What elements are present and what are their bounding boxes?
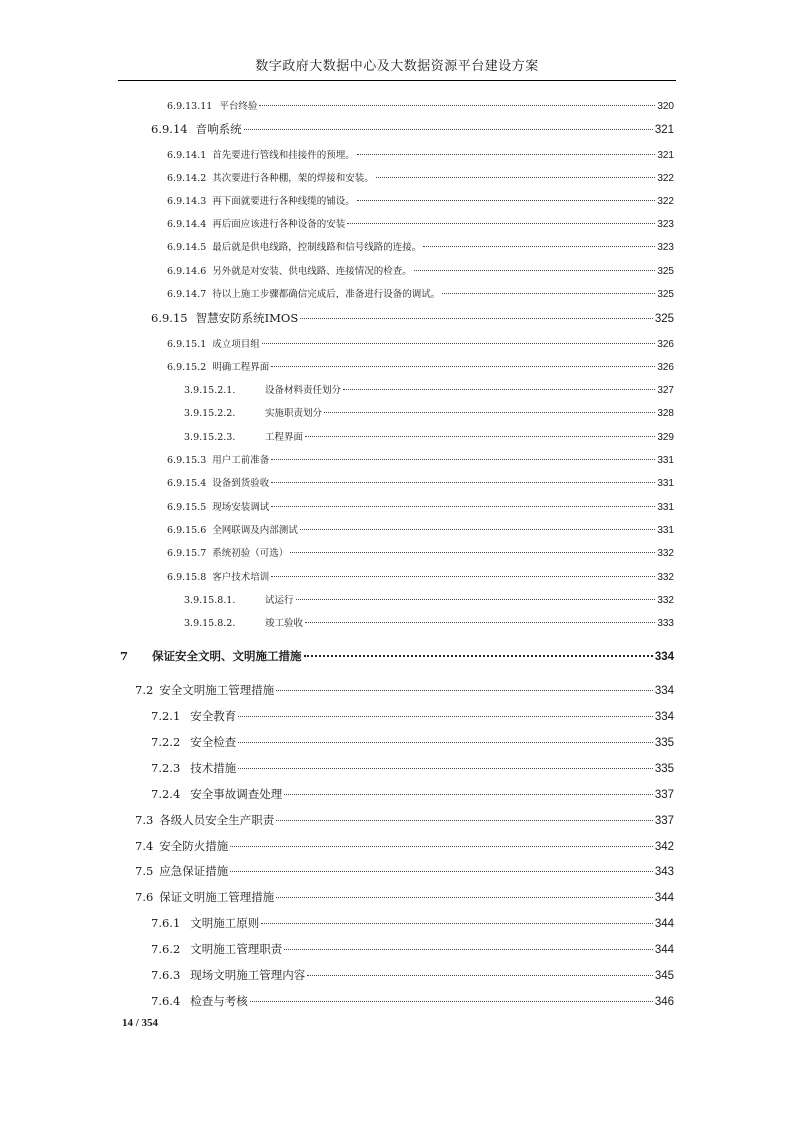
toc-entry-page: 325 [657,266,674,277]
toc-entry-title: 工程界面 [265,432,304,443]
toc-entry[interactable] [184,592,674,606]
toc-entry-number: 6.9.14.5 [167,242,207,253]
dot-leader [284,794,653,795]
dot-leader [271,459,655,460]
dot-leader [300,529,656,530]
toc-entry-page: 332 [657,572,674,583]
toc-entry-page: 328 [657,408,674,419]
toc-entry-number: 6.9.15.5 [167,502,207,513]
dot-leader [304,655,653,657]
toc-entry-title: 再后面应该进行各种设备的安装 [212,219,346,230]
toc-entry-title: 现场文明施工管理内容 [190,968,306,982]
toc-entry-page: 342 [654,841,674,853]
toc-entry-title: 检查与考核 [190,994,248,1008]
toc-entry-number: 7.2.1 [151,709,181,723]
toc-entry-title: 保证文明施工管理措施 [159,890,275,904]
toc-entry-title: 保证安全文明、文明施工措施 [152,649,302,663]
toc-entry-number: 6.9.14.1 [167,150,207,161]
toc-entry-page: 321 [654,124,674,136]
dot-leader [238,768,653,769]
dot-leader [305,622,655,623]
toc-entry-page: 334 [654,711,674,723]
toc-entry-page: 326 [657,362,674,373]
toc-entry-title: 设备材料责任划分 [265,385,342,396]
toc-entry[interactable] [167,452,674,466]
toc-entry-title: 竣工验收 [265,618,304,629]
dot-leader [324,412,655,413]
toc-entry-title: 成立项目组 [212,339,260,350]
toc-entry-title: 应急保证措施 [159,864,229,878]
toc-entry-number: 7.4 [135,839,154,853]
toc-entry[interactable] [151,967,674,983]
toc-entry[interactable] [151,310,674,326]
toc-entry-title: 试运行 [265,595,294,606]
toc-entry-number: 6.9.15.3 [167,455,207,466]
toc-entry[interactable] [167,545,674,559]
toc-entry[interactable] [167,170,674,184]
toc-entry-number: 6.9.14.6 [167,266,207,277]
toc-entry-number: 7.2.2 [151,735,181,749]
toc-entry-page: 322 [657,173,674,184]
dot-leader [442,293,655,294]
toc-entry-title: 安全事故调查处理 [190,787,283,801]
toc-entry-number: 3.9.15.2.1. [184,385,236,396]
toc-entry-page: 325 [654,313,674,325]
toc-entry-number: 6.9.15 [151,311,188,325]
toc-entry-title: 其次要进行各种棚，架的焊接和安装。 [212,173,374,184]
toc-entry-page: 331 [657,525,674,536]
toc-entry-page: 344 [654,892,674,904]
toc-entry-title: 智慧安防系统IMOS [195,311,299,325]
toc-entry-number: 6.9.14.3 [167,196,207,207]
toc-entry-number: 7.2.3 [151,761,181,775]
dot-leader [261,923,653,924]
toc-entry-number: 7.2.4 [151,787,181,801]
toc-entry-title: 实施职责划分 [265,408,323,419]
toc-entry[interactable] [151,708,674,724]
toc-entry[interactable] [184,382,674,396]
toc-entry-page: 343 [654,866,674,878]
toc-entry-title: 设备到货验收 [212,478,270,489]
toc-entry-number: 6.9.15.1 [167,339,207,350]
toc-entry-number: 7.6.2 [151,942,181,956]
toc-entry-number: 7.6.4 [151,994,181,1008]
dot-leader [276,897,653,898]
toc-entry-page: 320 [657,101,674,112]
toc-entry[interactable] [167,98,674,112]
toc-entry-number: 7 [120,649,129,663]
toc-entry-page: 332 [657,548,674,559]
toc-entry-number: 6.9.15.7 [167,548,207,559]
toc-entry-number: 6.9.15.6 [167,525,207,536]
dot-leader [305,436,655,437]
toc-entry-title: 平台终验 [219,101,258,112]
toc-entry-page: 332 [657,595,674,606]
toc-entry-page: 335 [654,737,674,749]
toc-entry-number: 7.6.1 [151,916,181,930]
toc-entry-page: 323 [657,219,674,230]
toc-entry[interactable] [167,286,674,300]
toc-entry[interactable] [167,499,674,513]
toc-entry-title: 最后就是供电线路，控制线路和信号线路的连接。 [212,242,422,253]
toc-entry-page: 326 [657,339,674,350]
toc-entry-page: 344 [654,918,674,930]
toc-entry-number: 7.6 [135,890,154,904]
dot-leader [262,343,656,344]
toc-entry[interactable] [151,734,674,750]
toc-entry[interactable] [135,863,674,879]
toc-entry-number: 3.9.15.2.3. [184,432,236,443]
toc-entry-number: 6.9.14.2 [167,173,207,184]
toc-entry-title: 安全教育 [190,709,237,723]
toc-entry-title: 文明施工管理职责 [190,942,283,956]
toc-entry-page: 327 [657,385,674,396]
dot-leader [284,949,653,950]
toc-entry[interactable] [167,336,674,350]
toc-entry-page: 335 [654,763,674,775]
dot-leader [276,690,653,691]
toc-entry-page: 333 [657,618,674,629]
dot-leader [230,871,653,872]
dot-leader [307,975,653,976]
page-header-title: 数字政府大数据中心及大数据资源平台建设方案 [255,59,539,74]
toc-entry[interactable] [184,615,674,629]
toc-entry-page: 344 [654,944,674,956]
toc-entry[interactable] [135,812,674,828]
dot-leader [300,318,653,319]
toc-entry-number: 6.9.13.11 [167,101,213,112]
toc-entry-title: 安全文明施工管理措施 [159,683,275,697]
toc-entry-title: 客户技术培训 [212,572,270,583]
toc-entry-title: 另外就是对安装、供电线路、连接情况的检查。 [212,266,412,277]
toc-entry-number: 6.9.15.8 [167,572,207,583]
dot-leader [296,599,656,600]
toc-entry-page: 325 [657,289,674,300]
dot-leader [414,270,656,271]
toc-entry-number: 7.5 [135,864,154,878]
toc-entry-title: 音响系统 [195,122,242,136]
toc-entry-title: 技术措施 [190,761,237,775]
toc-entry[interactable] [184,429,674,443]
dot-leader [244,129,653,130]
toc-entry-number: 6.9.14 [151,122,188,136]
dot-leader [271,506,655,507]
toc-entry[interactable] [151,941,674,957]
dot-leader [271,576,655,577]
toc-entry-number: 7.2 [135,683,154,697]
toc-entry-page: 334 [654,651,674,663]
toc-entry-number: 3.9.15.8.1. [184,595,236,606]
toc-entry[interactable] [167,263,674,277]
page-number-footer: 14 / 354 [122,1017,159,1029]
toc-entry-page: 323 [657,242,674,253]
toc-entry[interactable] [167,522,674,536]
toc-entry-title: 文明施工原则 [190,916,260,930]
dot-leader [357,200,656,201]
toc-entry[interactable] [167,147,674,161]
toc-entry-number: 7.3 [135,813,154,827]
toc-entry-title: 安全检查 [190,735,237,749]
toc-entry[interactable] [184,405,674,419]
dot-leader [238,716,653,717]
toc-entry-page: 334 [654,685,674,697]
header-rule [118,80,676,81]
toc-entry-number: 6.9.14.4 [167,219,207,230]
toc-entry[interactable] [167,216,674,230]
toc-entry[interactable] [167,359,674,373]
toc-entry[interactable] [135,889,674,905]
toc-entry-title: 现场安装调试 [212,502,270,513]
toc-entry-page: 337 [654,789,674,801]
toc-entry[interactable] [167,569,674,583]
toc-entry[interactable] [151,786,674,802]
toc-chapter-entry[interactable] [120,648,674,664]
toc-entry-title: 明确工程界面 [212,362,270,373]
dot-leader [250,1001,653,1002]
toc-entry[interactable] [167,475,674,489]
toc-entry[interactable] [151,993,674,1009]
dot-leader [376,177,656,178]
toc-entry[interactable] [167,239,674,253]
toc-entry[interactable] [151,760,674,776]
toc-entry-title: 首先要进行管线和挂接件的预埋。 [212,150,355,161]
dot-leader [276,820,653,821]
toc-entry-title: 待以上施工步骤都确信完成后，准备进行设备的调试。 [212,289,441,300]
toc-entry-page: 322 [657,196,674,207]
dot-leader [238,742,653,743]
toc-entry-title: 再下面就要进行各种线缆的铺设。 [212,196,355,207]
toc-entry[interactable] [151,915,674,931]
toc-entry-title: 系统初验（可选） [212,548,289,559]
toc-entry-page: 337 [654,815,674,827]
toc-entry-number: 6.9.15.2 [167,362,207,373]
dot-leader [259,105,655,106]
toc-entry[interactable] [167,193,674,207]
dot-leader [347,223,655,224]
toc-entry-number: 3.9.15.2.2. [184,408,236,419]
dot-leader [271,482,655,483]
toc-entry-page: 346 [654,996,674,1008]
toc-entry-title: 用户工前准备 [212,455,270,466]
toc-entry-page: 331 [657,478,674,489]
toc-entry-page: 329 [657,432,674,443]
toc-entry-page: 331 [657,455,674,466]
toc-entry-page: 321 [657,150,674,161]
toc-entry-title: 各级人员安全生产职责 [159,813,275,827]
toc-entry[interactable] [151,121,674,137]
toc-entry-number: 3.9.15.8.2. [184,618,236,629]
toc-entry-page: 331 [657,502,674,513]
dot-leader [343,389,655,390]
toc-entry-title: 全网联调及内部测试 [212,525,298,536]
toc-entry-number: 6.9.15.4 [167,478,207,489]
dot-leader [290,552,655,553]
dot-leader [230,846,653,847]
dot-leader [271,366,655,367]
toc-entry-number: 6.9.14.7 [167,289,207,300]
toc-entry-number: 7.6.3 [151,968,181,982]
toc-entry[interactable] [135,682,674,698]
toc-entry-title: 安全防火措施 [159,839,229,853]
toc-entry-page: 345 [654,970,674,982]
dot-leader [423,246,655,247]
dot-leader [357,154,656,155]
toc-entry[interactable] [135,838,674,854]
